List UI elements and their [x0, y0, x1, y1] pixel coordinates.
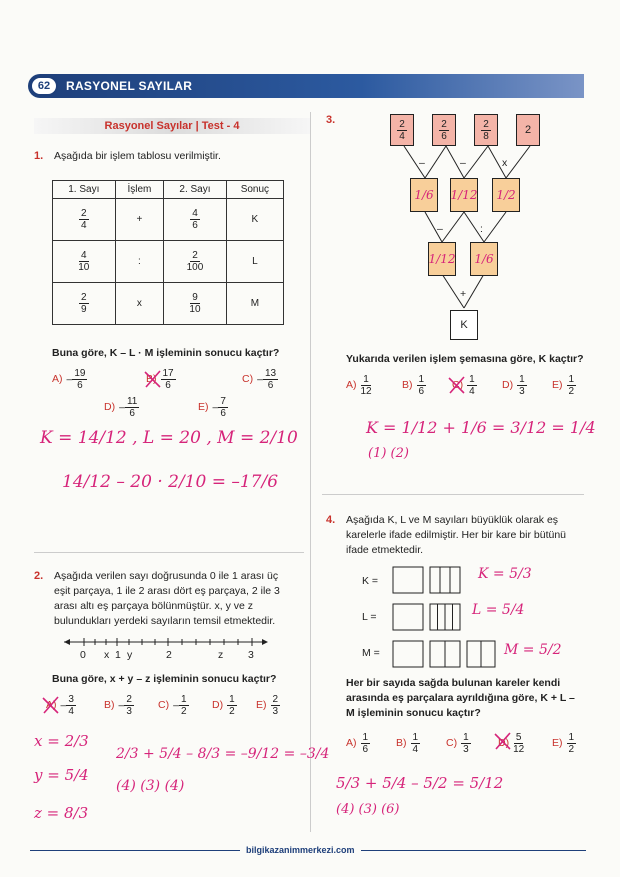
q3-answer-mark: [446, 374, 468, 396]
q2-handwriting-mult: (4) (3) (4): [116, 778, 185, 794]
q4-handwriting-l: L = 5/4: [472, 602, 525, 618]
q1-cell-op: x: [115, 283, 164, 325]
q2-option-e[interactable]: E) $\frac{2}{3}$: [256, 694, 279, 717]
q1-cell-b: $\frac{2}{100}$: [186, 250, 204, 273]
q3-top-box: $\frac{2}{8}$: [474, 114, 498, 146]
q3-question: Yukarıda verilen işlem şemasına göre, K kaçtır?: [346, 353, 584, 365]
q4-option-e[interactable]: E) $\frac{1}{2}$: [552, 732, 575, 755]
q4-row-label: M =: [362, 647, 380, 659]
q3-option-c[interactable]: C) $\frac{1}{4}$: [452, 374, 475, 397]
q3-option-a[interactable]: A) $\frac{1}{12}$: [346, 374, 372, 397]
q3-low-box: 1/12: [428, 242, 456, 276]
q2-option-d[interactable]: D) $\frac{1}{2}$: [212, 694, 235, 717]
q4-number: 4.: [326, 514, 336, 526]
q1-handwriting-values: K = 14/12 , L = 20 , M = 2/10: [40, 428, 298, 448]
q2-handwriting-x: x = 2/3: [34, 732, 89, 750]
q3-diagram-lines: [390, 112, 550, 342]
page-title: RASYONEL SAYILAR: [66, 79, 193, 93]
axis-label-z: z: [218, 649, 224, 661]
q3-mid-box: 1/2: [492, 178, 520, 212]
axis-label-0: 0: [80, 649, 86, 661]
q1-answer-mark: [142, 368, 164, 390]
q1-option-e[interactable]: E) – $\frac{7}{6}$: [198, 396, 226, 419]
q2-question: Buna göre, x + y – z işleminin sonucu kaçtır?: [52, 673, 277, 685]
q2-option-a[interactable]: A) – $\frac{3}{4}$: [46, 694, 74, 717]
q4-handwriting-mult: (4) (3) (6): [336, 802, 400, 817]
q1-cell-b: $\frac{9}{10}$: [189, 292, 201, 315]
q2-option-c[interactable]: C) – $\frac{1}{2}$: [158, 694, 187, 717]
column-divider: [310, 112, 311, 832]
q2-handwriting-z: z = 8/3: [34, 804, 89, 822]
q1-header: İşlem: [115, 181, 164, 199]
q1-cell-op: :: [115, 241, 164, 283]
q3-option-d[interactable]: D) $\frac{1}{3}$: [502, 374, 525, 397]
q2-text: Aşağıda verilen sayı doğrusunda 0 ile 1 arası üç eşit parçaya, 1 ile 2 arası dört eş parçaya, 2 ile 3 arası altı eş parçaya bölünmüştür. x, y ve z bulundukları yerdeki sayıların temsil etmektedir.: [54, 570, 280, 627]
q4-handwriting-calc: 5/3 + 5/4 – 5/2 = 5/12: [336, 774, 504, 792]
q1-option-d[interactable]: D) – $\frac{11}{6}$: [104, 396, 138, 419]
q1-cell-res: L: [226, 241, 283, 283]
q3-mid-box: 1/12: [450, 178, 478, 212]
q1-number: 1.: [34, 150, 44, 162]
q2-handwriting-calc: 2/3 + 5/4 – 8/3 = –9/12 = –3/4: [116, 746, 330, 762]
footer-website: bilgikazanimmerkezi.com: [240, 845, 361, 855]
q3-option-e[interactable]: E) $\frac{1}{2}$: [552, 374, 575, 397]
q-separator: [34, 552, 304, 553]
q4-question: Her bir sayıda sağda bulunan kareler kendi arasında eş parçalara ayrıldığına göre, K + L – M işleminin sonucu kaçtır?: [346, 677, 575, 719]
q4-row-label: L =: [362, 611, 377, 623]
q4-text: Aşağıda K, L ve M sayıları büyüklük olarak eş karelerle ifade edilmiştir. Her bir kare bir bütünü ifade etmektedir.: [346, 514, 567, 556]
q2-option-b[interactable]: B) – $\frac{2}{3}$: [104, 694, 132, 717]
axis-label-1: 1: [115, 649, 121, 661]
q2-answer-mark: [40, 694, 62, 716]
q1-option-c[interactable]: C) – $\frac{13}{6}$: [242, 368, 277, 391]
q1-cell-a: $\frac{2}{9}$: [81, 292, 87, 315]
q3-op: –: [437, 223, 443, 235]
q3-mid-box: 1/6: [410, 178, 438, 212]
q4-row-label: K =: [362, 575, 379, 587]
q4-option-a[interactable]: A) $\frac{1}{6}$: [346, 732, 369, 755]
q3-op: x: [502, 157, 508, 169]
q1-option-a[interactable]: A) – $\frac{19}{6}$: [52, 368, 86, 391]
q3-op: :: [480, 223, 483, 235]
q1-question: Buna göre, K – L · M işleminin sonucu kaçtır?: [52, 347, 280, 359]
q1-handwriting-calc: 14/12 – 20 · 2/10 = –17/6: [62, 472, 279, 492]
q1-header: 1. Sayı: [53, 181, 116, 199]
q1-cell-a: $\frac{4}{10}$: [78, 250, 90, 273]
q4-answer-mark: [492, 730, 514, 752]
q1-option-b[interactable]: B) $\frac{17}{6}$: [146, 368, 174, 391]
q4-handwriting-k: K = 5/3: [478, 566, 532, 582]
q1-cell-b: $\frac{4}{6}$: [192, 208, 198, 231]
q2-handwriting-y: y = 5/4: [34, 766, 89, 784]
q-separator: [322, 494, 584, 495]
axis-label-3: 3: [248, 649, 254, 661]
q3-op: +: [460, 288, 467, 300]
q1-cell-a: $\frac{2}{4}$: [81, 208, 87, 231]
q4-handwriting-m: M = 5/2: [504, 642, 562, 658]
q3-handwriting-calc: K = 1/12 + 1/6 = 3/12 = 1/4: [366, 418, 596, 437]
q1-text: Aşağıda bir işlem tablosu verilmiştir.: [54, 150, 221, 162]
q4-option-d[interactable]: D) $\frac{5}{12}$: [498, 732, 525, 755]
test-title: Rasyonel Sayılar | Test - 4: [104, 120, 240, 132]
q1-header: Sonuç: [226, 181, 283, 199]
q1-header: 2. Sayı: [164, 181, 227, 199]
q3-op: –: [460, 157, 466, 169]
axis-label-y: y: [127, 649, 133, 661]
q3-handwriting-mult: (1) (2): [368, 446, 409, 461]
q3-top-box: $\frac{2}{4}$: [390, 114, 414, 146]
q1-cell-op: +: [115, 199, 164, 241]
q3-op: –: [419, 157, 425, 169]
axis-label-x: x: [104, 649, 110, 661]
q3-result-box: K: [450, 310, 478, 340]
q2-number: 2.: [34, 570, 44, 582]
q3-option-b[interactable]: B) $\frac{1}{6}$: [402, 374, 425, 397]
q4-option-b[interactable]: B) $\frac{1}{4}$: [396, 732, 419, 755]
q3-top-box: $\frac{2}{6}$: [432, 114, 456, 146]
q1-cell-res: K: [226, 199, 283, 241]
q1-table: [52, 180, 284, 325]
q4-option-c[interactable]: C) $\frac{1}{3}$: [446, 732, 469, 755]
axis-label-2: 2: [166, 649, 172, 661]
q4-squares: [392, 566, 472, 672]
q3-top-box: 2: [516, 114, 540, 146]
q1-cell-res: M: [226, 283, 283, 325]
q3-low-box: 1/6: [470, 242, 498, 276]
q3-number: 3.: [326, 114, 336, 126]
q4-square-m-extra: [466, 640, 498, 668]
page-number: 62: [30, 76, 58, 96]
